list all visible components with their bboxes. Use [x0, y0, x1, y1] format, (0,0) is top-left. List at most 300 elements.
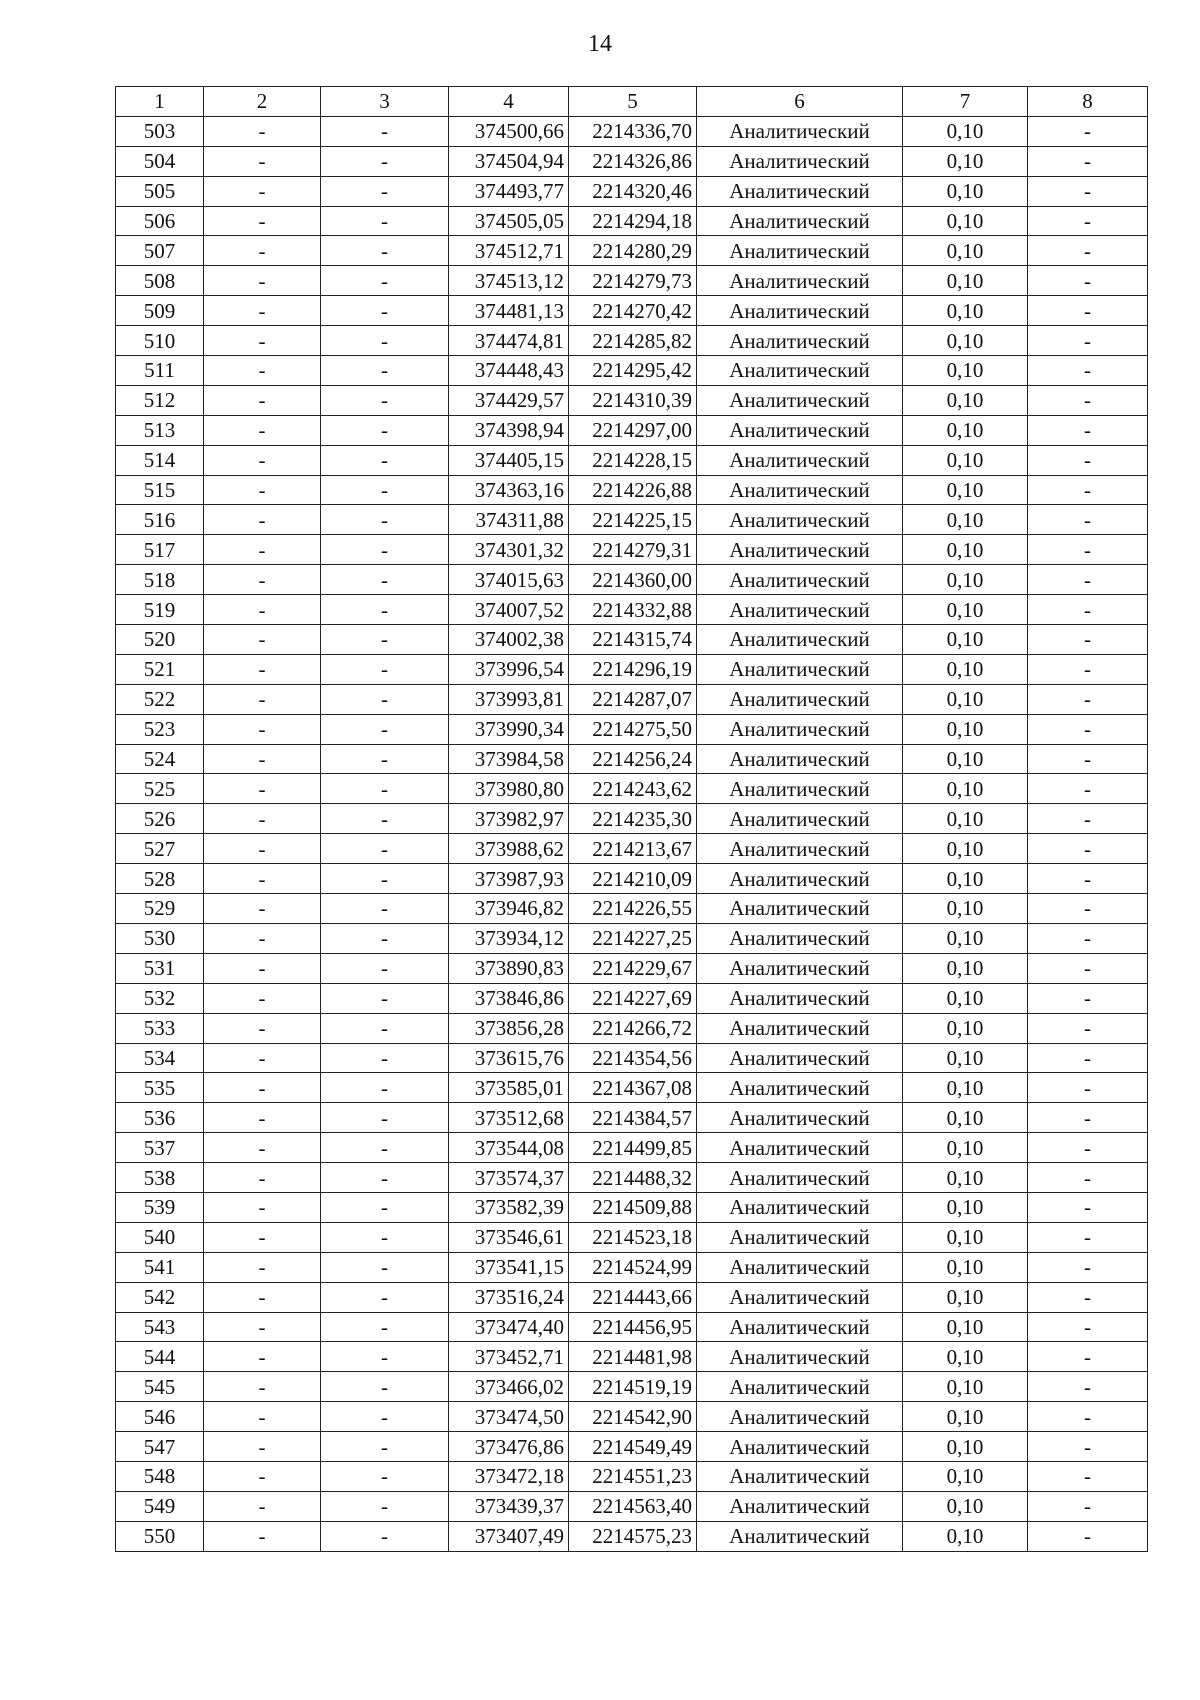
- column-header: 5: [569, 87, 697, 117]
- coordinate-x-cell: 374513,12: [449, 266, 569, 296]
- accuracy-cell: 0,10: [903, 1521, 1028, 1551]
- coordinate-x-cell: 373990,34: [449, 714, 569, 744]
- coordinate-y-cell: 2214336,70: [569, 116, 697, 146]
- coordinate-y-cell: 2214280,29: [569, 236, 697, 266]
- column-3-value-cell: -: [321, 1372, 449, 1402]
- coordinate-x-cell: 374481,13: [449, 296, 569, 326]
- coordinate-x-cell: 373982,97: [449, 804, 569, 834]
- column-2-value-cell: -: [204, 116, 321, 146]
- point-number-cell: 518: [116, 565, 204, 595]
- accuracy-cell: 0,10: [903, 146, 1028, 176]
- column-8-value-cell: -: [1028, 595, 1148, 625]
- table-row: [116, 1372, 1148, 1402]
- accuracy-cell: 0,10: [903, 296, 1028, 326]
- coordinate-x-cell: 373582,39: [449, 1192, 569, 1222]
- coordinate-y-cell: 2214320,46: [569, 176, 697, 206]
- column-3-value-cell: -: [321, 983, 449, 1013]
- point-number-cell: 524: [116, 744, 204, 774]
- accuracy-cell: 0,10: [903, 864, 1028, 894]
- column-3-value-cell: -: [321, 1252, 449, 1282]
- column-8-value-cell: -: [1028, 1342, 1148, 1372]
- point-number-cell: 519: [116, 595, 204, 625]
- coordinate-x-cell: 373988,62: [449, 834, 569, 864]
- coordinate-x-cell: 373846,86: [449, 983, 569, 1013]
- column-2-value-cell: -: [204, 356, 321, 386]
- column-2-value-cell: -: [204, 1192, 321, 1222]
- accuracy-cell: 0,10: [903, 385, 1028, 415]
- method-cell: Аналитический: [697, 1342, 903, 1372]
- column-2-value-cell: -: [204, 1461, 321, 1491]
- point-number-cell: 520: [116, 625, 204, 655]
- coordinate-y-cell: 2214549,49: [569, 1432, 697, 1462]
- column-8-value-cell: -: [1028, 1252, 1148, 1282]
- column-header: 4: [449, 87, 569, 117]
- column-8-value-cell: -: [1028, 1103, 1148, 1133]
- accuracy-cell: 0,10: [903, 744, 1028, 774]
- column-8-value-cell: -: [1028, 1461, 1148, 1491]
- column-2-value-cell: -: [204, 983, 321, 1013]
- column-3-value-cell: -: [321, 834, 449, 864]
- point-number-cell: 522: [116, 684, 204, 714]
- table-row: [116, 236, 1148, 266]
- coordinate-y-cell: 2214228,15: [569, 445, 697, 475]
- table-row: [116, 505, 1148, 535]
- table-row: [116, 1252, 1148, 1282]
- coordinate-x-cell: 373516,24: [449, 1282, 569, 1312]
- column-2-value-cell: -: [204, 415, 321, 445]
- column-3-value-cell: -: [321, 236, 449, 266]
- accuracy-cell: 0,10: [903, 415, 1028, 445]
- column-8-value-cell: -: [1028, 326, 1148, 356]
- table-row: [116, 1461, 1148, 1491]
- coordinate-y-cell: 2214243,62: [569, 774, 697, 804]
- column-2-value-cell: -: [204, 654, 321, 684]
- table-row: [116, 1312, 1148, 1342]
- column-3-value-cell: -: [321, 505, 449, 535]
- coordinate-x-cell: 373980,80: [449, 774, 569, 804]
- point-number-cell: 509: [116, 296, 204, 326]
- column-header: 7: [903, 87, 1028, 117]
- coordinate-y-cell: 2214297,00: [569, 415, 697, 445]
- method-cell: Аналитический: [697, 1312, 903, 1342]
- method-cell: Аналитический: [697, 535, 903, 565]
- coordinate-y-cell: 2214226,55: [569, 894, 697, 924]
- column-2-value-cell: -: [204, 923, 321, 953]
- point-number-cell: 541: [116, 1252, 204, 1282]
- table-row: [116, 654, 1148, 684]
- method-cell: Аналитический: [697, 266, 903, 296]
- table-row: [116, 326, 1148, 356]
- method-cell: Аналитический: [697, 1103, 903, 1133]
- coordinate-y-cell: 2214225,15: [569, 505, 697, 535]
- column-3-value-cell: -: [321, 1222, 449, 1252]
- column-8-value-cell: -: [1028, 1013, 1148, 1043]
- coordinate-y-cell: 2214524,99: [569, 1252, 697, 1282]
- coordinate-y-cell: 2214285,82: [569, 326, 697, 356]
- column-2-value-cell: -: [204, 1222, 321, 1252]
- column-3-value-cell: -: [321, 953, 449, 983]
- point-number-cell: 508: [116, 266, 204, 296]
- column-3-value-cell: -: [321, 1043, 449, 1073]
- table-row: [116, 445, 1148, 475]
- method-cell: Аналитический: [697, 1521, 903, 1551]
- column-3-value-cell: -: [321, 804, 449, 834]
- point-number-cell: 530: [116, 923, 204, 953]
- coordinate-y-cell: 2214229,67: [569, 953, 697, 983]
- accuracy-cell: 0,10: [903, 1192, 1028, 1222]
- accuracy-cell: 0,10: [903, 894, 1028, 924]
- column-2-value-cell: -: [204, 625, 321, 655]
- point-number-cell: 544: [116, 1342, 204, 1372]
- coordinate-x-cell: 373993,81: [449, 684, 569, 714]
- column-8-value-cell: -: [1028, 744, 1148, 774]
- column-3-value-cell: -: [321, 565, 449, 595]
- accuracy-cell: 0,10: [903, 236, 1028, 266]
- column-2-value-cell: -: [204, 505, 321, 535]
- column-8-value-cell: -: [1028, 953, 1148, 983]
- coordinate-x-cell: 374002,38: [449, 625, 569, 655]
- accuracy-cell: 0,10: [903, 714, 1028, 744]
- table-row: [116, 565, 1148, 595]
- point-number-cell: 536: [116, 1103, 204, 1133]
- point-number-cell: 503: [116, 116, 204, 146]
- column-2-value-cell: -: [204, 1312, 321, 1342]
- coordinate-x-cell: 374448,43: [449, 356, 569, 386]
- point-number-cell: 529: [116, 894, 204, 924]
- accuracy-cell: 0,10: [903, 505, 1028, 535]
- table-row: [116, 1402, 1148, 1432]
- coordinate-x-cell: 374512,71: [449, 236, 569, 266]
- coordinate-x-cell: 374500,66: [449, 116, 569, 146]
- coordinate-y-cell: 2214481,98: [569, 1342, 697, 1372]
- coordinate-x-cell: 374311,88: [449, 505, 569, 535]
- coordinate-x-cell: 373541,15: [449, 1252, 569, 1282]
- column-3-value-cell: -: [321, 1521, 449, 1551]
- point-number-cell: 516: [116, 505, 204, 535]
- method-cell: Аналитический: [697, 834, 903, 864]
- column-8-value-cell: -: [1028, 804, 1148, 834]
- method-cell: Аналитический: [697, 595, 903, 625]
- column-8-value-cell: -: [1028, 176, 1148, 206]
- column-8-value-cell: -: [1028, 206, 1148, 236]
- table-row: [116, 774, 1148, 804]
- method-cell: Аналитический: [697, 714, 903, 744]
- column-8-value-cell: -: [1028, 774, 1148, 804]
- column-2-value-cell: -: [204, 146, 321, 176]
- accuracy-cell: 0,10: [903, 804, 1028, 834]
- column-2-value-cell: -: [204, 953, 321, 983]
- method-cell: Аналитический: [697, 864, 903, 894]
- method-cell: Аналитический: [697, 744, 903, 774]
- coordinate-x-cell: 374505,05: [449, 206, 569, 236]
- column-3-value-cell: -: [321, 894, 449, 924]
- column-8-value-cell: -: [1028, 923, 1148, 953]
- column-8-value-cell: -: [1028, 356, 1148, 386]
- point-number-cell: 511: [116, 356, 204, 386]
- table-row: [116, 983, 1148, 1013]
- coordinate-y-cell: 2214266,72: [569, 1013, 697, 1043]
- coordinate-y-cell: 2214519,19: [569, 1372, 697, 1402]
- coordinate-y-cell: 2214256,24: [569, 744, 697, 774]
- table-row: [116, 595, 1148, 625]
- column-3-value-cell: -: [321, 923, 449, 953]
- method-cell: Аналитический: [697, 684, 903, 714]
- column-3-value-cell: -: [321, 535, 449, 565]
- column-3-value-cell: -: [321, 1491, 449, 1521]
- coordinate-x-cell: 373946,82: [449, 894, 569, 924]
- accuracy-cell: 0,10: [903, 684, 1028, 714]
- coordinate-x-cell: 374493,77: [449, 176, 569, 206]
- coordinate-x-cell: 373439,37: [449, 1491, 569, 1521]
- method-cell: Аналитический: [697, 565, 903, 595]
- method-cell: Аналитический: [697, 1282, 903, 1312]
- coordinate-x-cell: 374007,52: [449, 595, 569, 625]
- column-2-value-cell: -: [204, 864, 321, 894]
- coordinate-y-cell: 2214287,07: [569, 684, 697, 714]
- coordinate-x-cell: 373476,86: [449, 1432, 569, 1462]
- method-cell: Аналитический: [697, 356, 903, 386]
- column-8-value-cell: -: [1028, 565, 1148, 595]
- column-3-value-cell: -: [321, 1103, 449, 1133]
- accuracy-cell: 0,10: [903, 953, 1028, 983]
- coordinate-x-cell: 374015,63: [449, 565, 569, 595]
- accuracy-cell: 0,10: [903, 475, 1028, 505]
- coordinate-y-cell: 2214213,67: [569, 834, 697, 864]
- coordinate-x-cell: 374398,94: [449, 415, 569, 445]
- accuracy-cell: 0,10: [903, 1282, 1028, 1312]
- point-number-cell: 550: [116, 1521, 204, 1551]
- accuracy-cell: 0,10: [903, 535, 1028, 565]
- method-cell: Аналитический: [697, 953, 903, 983]
- method-cell: Аналитический: [697, 176, 903, 206]
- column-2-value-cell: -: [204, 1043, 321, 1073]
- column-8-value-cell: -: [1028, 535, 1148, 565]
- column-2-value-cell: -: [204, 1252, 321, 1282]
- coordinate-y-cell: 2214384,57: [569, 1103, 697, 1133]
- column-2-value-cell: -: [204, 1073, 321, 1103]
- column-2-value-cell: -: [204, 206, 321, 236]
- column-header: 1: [116, 87, 204, 117]
- coordinate-y-cell: 2214443,66: [569, 1282, 697, 1312]
- point-number-cell: 515: [116, 475, 204, 505]
- table-row: [116, 1043, 1148, 1073]
- column-3-value-cell: -: [321, 296, 449, 326]
- accuracy-cell: 0,10: [903, 1312, 1028, 1342]
- coordinate-x-cell: 373934,12: [449, 923, 569, 953]
- column-8-value-cell: -: [1028, 146, 1148, 176]
- table-row: [116, 1342, 1148, 1372]
- column-8-value-cell: -: [1028, 1133, 1148, 1163]
- column-3-value-cell: -: [321, 684, 449, 714]
- coordinate-x-cell: 374474,81: [449, 326, 569, 356]
- accuracy-cell: 0,10: [903, 774, 1028, 804]
- column-8-value-cell: -: [1028, 296, 1148, 326]
- coordinate-x-cell: 373987,93: [449, 864, 569, 894]
- point-number-cell: 532: [116, 983, 204, 1013]
- method-cell: Аналитический: [697, 1491, 903, 1521]
- column-3-value-cell: -: [321, 1013, 449, 1043]
- table-row: [116, 714, 1148, 744]
- coordinate-y-cell: 2214523,18: [569, 1222, 697, 1252]
- method-cell: Аналитический: [697, 654, 903, 684]
- column-8-value-cell: -: [1028, 1491, 1148, 1521]
- accuracy-cell: 0,10: [903, 1103, 1028, 1133]
- accuracy-cell: 0,10: [903, 1342, 1028, 1372]
- coordinate-x-cell: 374504,94: [449, 146, 569, 176]
- column-3-value-cell: -: [321, 385, 449, 415]
- column-8-value-cell: -: [1028, 1192, 1148, 1222]
- table-row: [116, 864, 1148, 894]
- column-2-value-cell: -: [204, 445, 321, 475]
- table-row: [116, 176, 1148, 206]
- accuracy-cell: 0,10: [903, 1432, 1028, 1462]
- column-3-value-cell: -: [321, 1133, 449, 1163]
- coordinate-x-cell: 374363,16: [449, 475, 569, 505]
- column-8-value-cell: -: [1028, 236, 1148, 266]
- table-row: [116, 1491, 1148, 1521]
- method-cell: Аналитический: [697, 1133, 903, 1163]
- column-2-value-cell: -: [204, 1402, 321, 1432]
- column-2-value-cell: -: [204, 595, 321, 625]
- method-cell: Аналитический: [697, 923, 903, 953]
- column-header: 2: [204, 87, 321, 117]
- coordinate-x-cell: 373472,18: [449, 1461, 569, 1491]
- table-row: [116, 1521, 1148, 1551]
- table-row: [116, 923, 1148, 953]
- point-number-cell: 543: [116, 1312, 204, 1342]
- column-8-value-cell: -: [1028, 864, 1148, 894]
- column-3-value-cell: -: [321, 864, 449, 894]
- method-cell: Аналитический: [697, 774, 903, 804]
- coordinate-x-cell: 374405,15: [449, 445, 569, 475]
- column-header: 6: [697, 87, 903, 117]
- point-number-cell: 526: [116, 804, 204, 834]
- column-2-value-cell: -: [204, 1282, 321, 1312]
- column-2-value-cell: -: [204, 1163, 321, 1193]
- point-number-cell: 538: [116, 1163, 204, 1193]
- column-2-value-cell: -: [204, 1521, 321, 1551]
- coordinate-x-cell: 374429,57: [449, 385, 569, 415]
- column-3-value-cell: -: [321, 714, 449, 744]
- coordinate-x-cell: 373585,01: [449, 1073, 569, 1103]
- column-3-value-cell: -: [321, 415, 449, 445]
- method-cell: Аналитический: [697, 1073, 903, 1103]
- method-cell: Аналитический: [697, 894, 903, 924]
- table-row: [116, 834, 1148, 864]
- point-number-cell: 512: [116, 385, 204, 415]
- column-8-value-cell: -: [1028, 116, 1148, 146]
- table-row: [116, 1163, 1148, 1193]
- accuracy-cell: 0,10: [903, 1252, 1028, 1282]
- column-3-value-cell: -: [321, 1402, 449, 1432]
- column-3-value-cell: -: [321, 1073, 449, 1103]
- column-2-value-cell: -: [204, 834, 321, 864]
- table-row: [116, 356, 1148, 386]
- point-number-cell: 517: [116, 535, 204, 565]
- coordinate-x-cell: 373474,50: [449, 1402, 569, 1432]
- column-2-value-cell: -: [204, 1013, 321, 1043]
- coordinate-x-cell: 373474,40: [449, 1312, 569, 1342]
- accuracy-cell: 0,10: [903, 1402, 1028, 1432]
- accuracy-cell: 0,10: [903, 356, 1028, 386]
- coordinate-y-cell: 2214499,85: [569, 1133, 697, 1163]
- column-3-value-cell: -: [321, 595, 449, 625]
- coordinate-x-cell: 373546,61: [449, 1222, 569, 1252]
- coordinate-x-cell: 373856,28: [449, 1013, 569, 1043]
- accuracy-cell: 0,10: [903, 1133, 1028, 1163]
- column-8-value-cell: -: [1028, 1372, 1148, 1402]
- column-3-value-cell: -: [321, 1192, 449, 1222]
- column-3-value-cell: -: [321, 654, 449, 684]
- point-number-cell: 537: [116, 1133, 204, 1163]
- coordinate-x-cell: 373890,83: [449, 953, 569, 983]
- accuracy-cell: 0,10: [903, 983, 1028, 1013]
- coordinate-y-cell: 2214551,23: [569, 1461, 697, 1491]
- method-cell: Аналитический: [697, 1192, 903, 1222]
- coordinate-x-cell: 374301,32: [449, 535, 569, 565]
- coordinate-y-cell: 2214456,95: [569, 1312, 697, 1342]
- accuracy-cell: 0,10: [903, 654, 1028, 684]
- column-8-value-cell: -: [1028, 894, 1148, 924]
- point-number-cell: 542: [116, 1282, 204, 1312]
- column-8-value-cell: -: [1028, 714, 1148, 744]
- coordinate-y-cell: 2214295,42: [569, 356, 697, 386]
- column-2-value-cell: -: [204, 176, 321, 206]
- point-number-cell: 523: [116, 714, 204, 744]
- accuracy-cell: 0,10: [903, 595, 1028, 625]
- point-number-cell: 533: [116, 1013, 204, 1043]
- method-cell: Аналитический: [697, 116, 903, 146]
- table-row: [116, 1133, 1148, 1163]
- method-cell: Аналитический: [697, 415, 903, 445]
- coordinate-x-cell: 373452,71: [449, 1342, 569, 1372]
- method-cell: Аналитический: [697, 1222, 903, 1252]
- coordinate-y-cell: 2214326,86: [569, 146, 697, 176]
- column-2-value-cell: -: [204, 1133, 321, 1163]
- column-8-value-cell: -: [1028, 983, 1148, 1013]
- point-number-cell: 507: [116, 236, 204, 266]
- accuracy-cell: 0,10: [903, 1491, 1028, 1521]
- table-row: [116, 1013, 1148, 1043]
- page-number: 14: [588, 31, 612, 57]
- method-cell: Аналитический: [697, 326, 903, 356]
- accuracy-cell: 0,10: [903, 1043, 1028, 1073]
- column-2-value-cell: -: [204, 1342, 321, 1372]
- column-3-value-cell: -: [321, 146, 449, 176]
- column-2-value-cell: -: [204, 1103, 321, 1133]
- point-number-cell: 539: [116, 1192, 204, 1222]
- point-number-cell: 506: [116, 206, 204, 236]
- accuracy-cell: 0,10: [903, 326, 1028, 356]
- point-number-cell: 525: [116, 774, 204, 804]
- column-2-value-cell: -: [204, 475, 321, 505]
- coordinate-y-cell: 2214488,32: [569, 1163, 697, 1193]
- coordinate-y-cell: 2214367,08: [569, 1073, 697, 1103]
- method-cell: Аналитический: [697, 1043, 903, 1073]
- column-2-value-cell: -: [204, 535, 321, 565]
- column-8-value-cell: -: [1028, 1432, 1148, 1462]
- point-number-cell: 521: [116, 654, 204, 684]
- coordinate-y-cell: 2214279,73: [569, 266, 697, 296]
- method-cell: Аналитический: [697, 983, 903, 1013]
- table-row: [116, 415, 1148, 445]
- method-cell: Аналитический: [697, 804, 903, 834]
- coordinate-x-cell: 373512,68: [449, 1103, 569, 1133]
- table-row: [116, 1073, 1148, 1103]
- column-8-value-cell: -: [1028, 475, 1148, 505]
- table-row: [116, 146, 1148, 176]
- accuracy-cell: 0,10: [903, 206, 1028, 236]
